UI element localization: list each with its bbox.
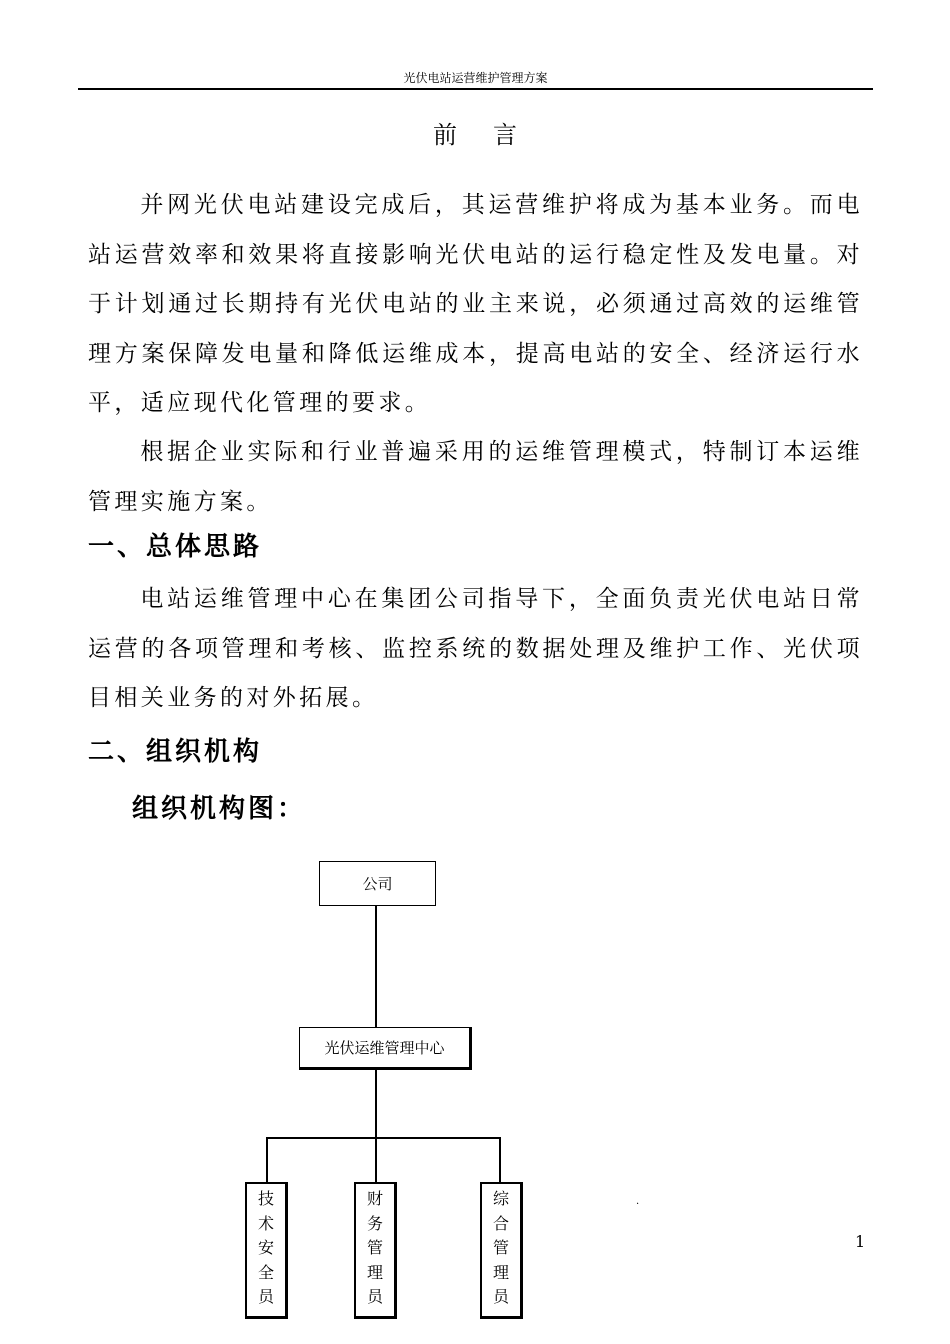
org-node-char: 安 bbox=[257, 1238, 274, 1257]
org-node-char: 综 bbox=[492, 1189, 509, 1208]
org-node-char: 员 bbox=[257, 1287, 274, 1306]
org-node-finance-officer bbox=[354, 1182, 397, 1319]
org-chart-caption: 组织机构图： bbox=[132, 794, 307, 824]
intro-paragraph-1 bbox=[88, 181, 863, 429]
org-node-company: 公司 bbox=[319, 861, 436, 906]
page-number: 1 bbox=[855, 1232, 866, 1251]
org-node-technical-safety-officer bbox=[245, 1182, 288, 1319]
org-node-general-admin-officer bbox=[480, 1182, 523, 1319]
connector-to-technical-safety bbox=[266, 1137, 268, 1182]
running-header: 光伏电站运营维护管理方案 bbox=[403, 71, 548, 85]
section-1-paragraph bbox=[88, 575, 863, 724]
org-node-char: 全 bbox=[257, 1262, 274, 1282]
org-node-char: 合 bbox=[492, 1213, 509, 1233]
branch-horizontal-line bbox=[266, 1137, 500, 1139]
section-1-paragraph-text: 电站运维管理中心在集团公司指导下，全面负责光伏电站日常运营的各项管理和考核、监控系统的数据处理及维护工作、光伏项目相关业务的对外拓展。 bbox=[88, 586, 863, 711]
stray-dot: . bbox=[636, 1196, 640, 1207]
org-node-char: 技 bbox=[257, 1189, 274, 1208]
header-rule bbox=[78, 88, 873, 90]
connector-to-general-admin bbox=[499, 1137, 501, 1182]
org-node-char: 理 bbox=[366, 1262, 383, 1282]
intro-paragraph-1-text: 并网光伏电站建设完成后，其运营维护将成为基本业务。而电站运营效率和效果将直接影响光伏电站的运行稳定性及发电量。对于计划通过长期持有光伏电站的业主来说，必须通过高效的运维管理方案保障发电量和降低运维成本，提高电站的安全、经济运行水平，适应现代化管理的要求。 bbox=[88, 192, 863, 416]
section-heading-1: 一、总体思路 bbox=[88, 532, 263, 562]
org-node-operations-center: 光伏运维管理中心 bbox=[299, 1027, 472, 1070]
connector-company-to-center bbox=[375, 906, 377, 1027]
page-title: 前言 bbox=[433, 121, 553, 149]
org-node-char: 务 bbox=[366, 1213, 383, 1233]
org-node-char: 员 bbox=[366, 1287, 383, 1306]
intro-paragraph-2 bbox=[88, 428, 863, 527]
intro-paragraph-2-text: 根据企业实际和行业普遍采用的运维管理模式，特制订本运维管理实施方案。 bbox=[88, 439, 863, 515]
section-heading-2: 二、组织机构 bbox=[88, 737, 263, 767]
org-node-char: 员 bbox=[492, 1287, 509, 1306]
org-node-char: 管 bbox=[366, 1238, 383, 1257]
org-node-char: 财 bbox=[366, 1189, 383, 1208]
org-node-char: 术 bbox=[257, 1213, 274, 1233]
connector-center-to-branch bbox=[375, 1070, 377, 1138]
org-node-char: 理 bbox=[492, 1262, 509, 1282]
connector-to-finance bbox=[375, 1137, 377, 1182]
org-node-char: 管 bbox=[492, 1238, 509, 1257]
